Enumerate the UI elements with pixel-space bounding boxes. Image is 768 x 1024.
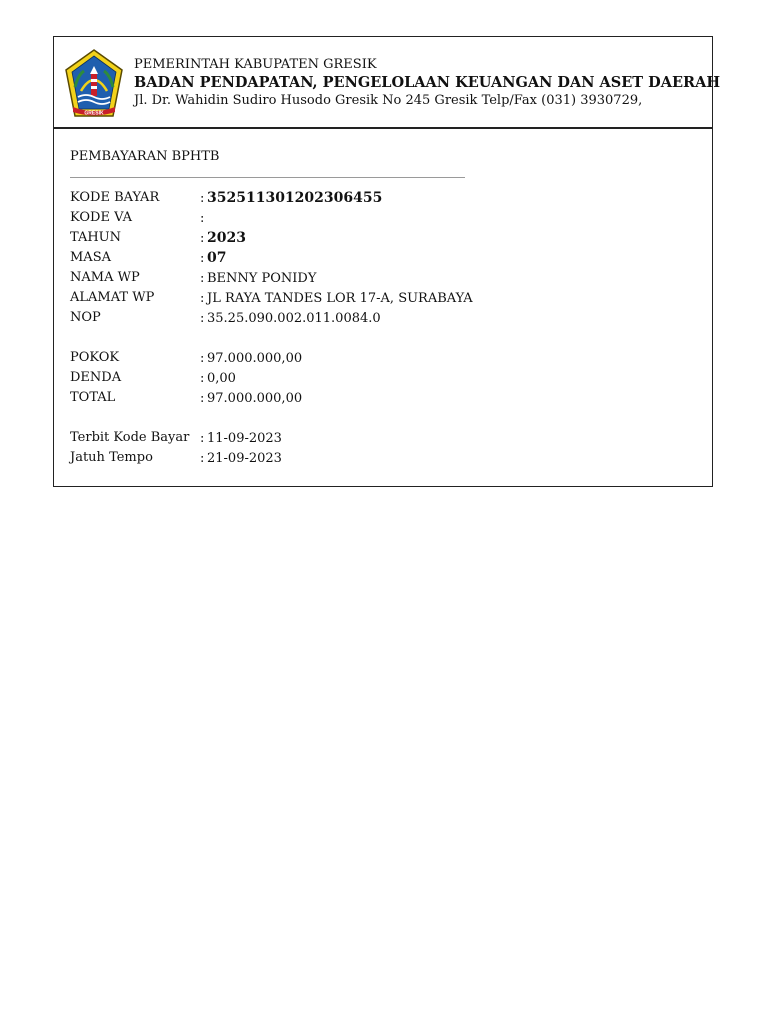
field-value-kode-bayar: 352511301202306455 xyxy=(207,190,383,206)
field-row-masa xyxy=(70,250,670,270)
field-separator: : xyxy=(200,291,205,306)
field-label: TAHUN xyxy=(70,230,122,245)
field-row-terbit-kode-bayar xyxy=(70,430,670,450)
document-title: PEMBAYARAN BPHTB xyxy=(70,149,220,164)
field-label: Terbit Kode Bayar xyxy=(70,430,190,445)
field-label: NOP xyxy=(70,310,101,325)
field-separator: : xyxy=(200,251,205,266)
emblem-label: GRESIK xyxy=(84,110,104,117)
field-separator: : xyxy=(200,191,205,206)
field-separator: : xyxy=(200,231,205,246)
field-row-tahun xyxy=(70,230,670,250)
field-row-pokok xyxy=(70,350,670,370)
field-separator: : xyxy=(200,371,205,386)
field-separator: : xyxy=(200,391,205,406)
payment-receipt xyxy=(53,36,721,487)
agency-address: Jl. Dr. Wahidin Sudiro Husodo Gresik No 245 Gresik Telp/Fax (031) 3930729, xyxy=(134,93,643,108)
field-value-tahun: 2023 xyxy=(207,230,246,246)
field-separator: : xyxy=(200,211,205,226)
field-row-jatuh-tempo xyxy=(70,450,670,470)
agency-name: BADAN PENDAPATAN, PENGELOLAAN KEUANGAN DAN ASET DAERAH xyxy=(134,74,721,91)
title-divider xyxy=(70,177,465,178)
field-row-denda xyxy=(70,370,670,390)
field-value-nama-wp: BENNY PONIDY xyxy=(207,271,317,286)
field-label: ALAMAT WP xyxy=(70,290,155,305)
government-name: PEMERINTAH KABUPATEN GRESIK xyxy=(134,57,377,72)
field-label: MASA xyxy=(70,250,111,265)
field-value-total: 97.000.000,00 xyxy=(207,391,303,406)
field-label: TOTAL xyxy=(70,390,116,405)
field-value-terbit-kode-bayar: 11-09-2023 xyxy=(207,431,282,446)
letterhead xyxy=(54,37,721,129)
field-row-nama-wp xyxy=(70,270,670,290)
field-label: POKOK xyxy=(70,350,120,365)
field-row-total xyxy=(70,390,670,410)
field-separator: : xyxy=(200,351,205,366)
field-separator: : xyxy=(200,451,205,466)
field-value-masa: 07 xyxy=(207,250,227,266)
field-value-nop: 35.25.090.002.011.0084.0 xyxy=(207,311,381,326)
gresik-emblem-icon xyxy=(64,49,124,119)
field-label: KODE VA xyxy=(70,210,132,225)
field-label: DENDA xyxy=(70,370,122,385)
field-value-pokok: 97.000.000,00 xyxy=(207,351,303,366)
field-value-jatuh-tempo: 21-09-2023 xyxy=(207,451,282,466)
field-label: NAMA WP xyxy=(70,270,140,285)
field-row-nop xyxy=(70,310,670,330)
field-separator: : xyxy=(200,311,205,326)
field-row-alamat-wp xyxy=(70,290,670,310)
field-value-denda: 0,00 xyxy=(207,371,236,386)
field-label: KODE BAYAR xyxy=(70,190,160,205)
field-label: Jatuh Tempo xyxy=(70,450,153,465)
field-separator: : xyxy=(200,431,205,446)
field-value-alamat-wp: JL RAYA TANDES LOR 17-A, SURABAYA xyxy=(207,291,473,306)
field-separator: : xyxy=(200,271,205,286)
field-row-kode-bayar xyxy=(70,190,670,210)
field-row-kode-va xyxy=(70,210,670,230)
